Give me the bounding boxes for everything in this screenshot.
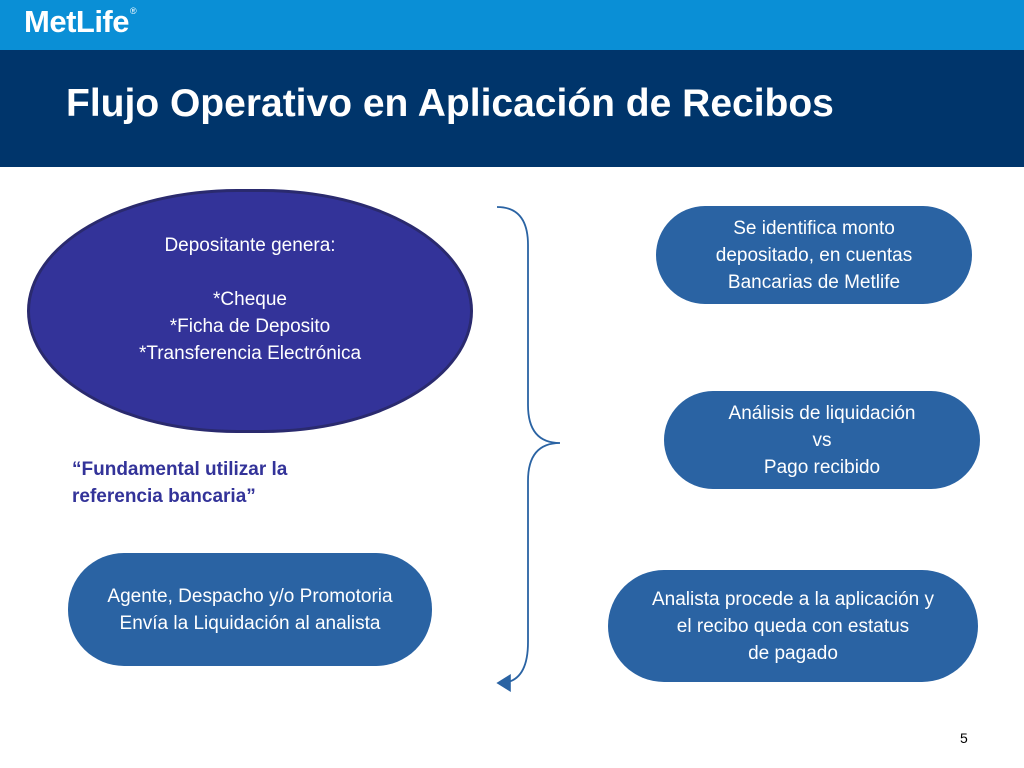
step-apply-receipt: Analista procede a la aplicación y el recibo queda con estatus de pagado	[608, 570, 978, 682]
step-identify-amount: Se identifica monto depositado, en cuentas Bancarias de Metlife	[656, 206, 972, 304]
agent-box: Agente, Despacho y/o Promotoria Envía la Liquidación al analista	[68, 553, 432, 666]
slide-title: Flujo Operativo en Aplicación de Recibos	[66, 82, 834, 125]
logo-text: MetLife	[24, 4, 129, 39]
step-liquidation-analysis: Análisis de liquidación vs Pago recibido	[664, 391, 980, 489]
reference-quote: “Fundamental utilizar la referencia bancaria”	[72, 459, 288, 507]
depositor-box: Depositante genera: *Cheque *Ficha de Deposito *Transferencia Electrónica	[27, 189, 473, 433]
page-number: 5	[960, 730, 968, 746]
brace-path	[497, 207, 560, 683]
logo-registered-mark: ®	[130, 6, 137, 16]
